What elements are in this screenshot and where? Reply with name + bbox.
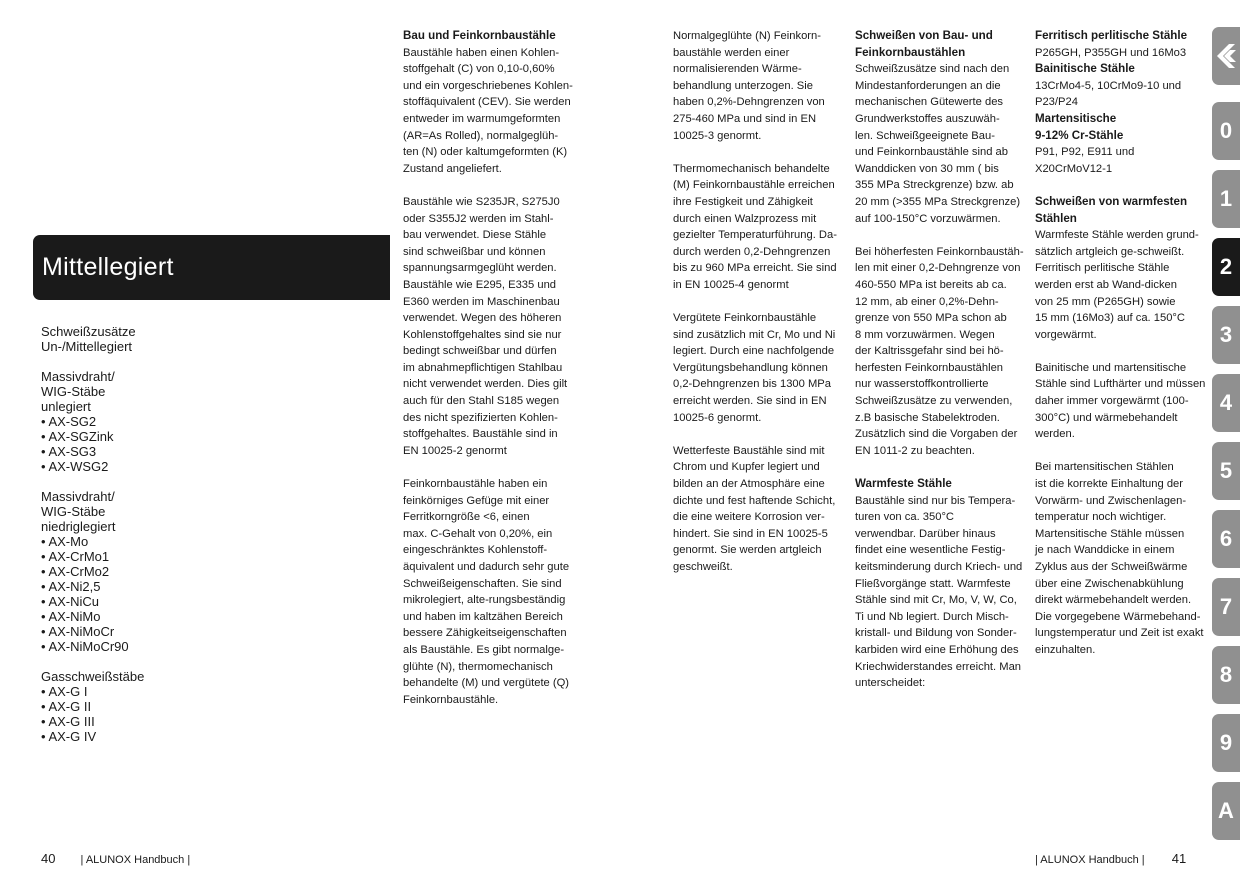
paragraph-line: P265GH, P355GH und 16Mo3 <box>1035 46 1187 59</box>
paragraph-line: nur wasserstoffkontrollierte <box>855 378 989 391</box>
chapter-tab-9[interactable]: 9 <box>1212 714 1240 772</box>
chapter-tab-8[interactable]: 8 <box>1212 646 1240 704</box>
text-column-4 <box>1035 28 1206 675</box>
paragraph-line: 0,2-Dehngrenzen bis 1300 MPa <box>673 378 831 391</box>
paragraph-line: und ein vorgeschriebenes Kohlen- <box>403 79 573 92</box>
product-group <box>41 489 241 654</box>
product-list-line: • AX-SG2 <box>41 414 97 429</box>
paragraph-line: über eine Zwischenabkühlung <box>1035 577 1184 590</box>
paragraph-line: mechanischen Gütewerte des <box>855 96 1004 109</box>
product-list-line: • AX-CrMo1 <box>41 549 110 564</box>
paragraph-line: Vergütete Feinkornbaustähle <box>673 312 817 325</box>
paragraph <box>403 476 574 708</box>
paragraph-line: geschweißt. <box>673 561 733 573</box>
paragraph-line: 10025-6 genormt. <box>673 411 762 424</box>
paragraph-line: Chrom und Kupfer legiert und <box>673 461 820 474</box>
paragraph <box>1035 459 1202 658</box>
paragraph-line: auch für den Stahl S185 wegen <box>403 395 560 408</box>
product-list-line: • AX-NiCu <box>41 594 100 609</box>
paragraph-line: turen von ca. 350°C <box>855 511 955 524</box>
product-list-line: Un-/Mittellegiert <box>41 339 133 354</box>
paragraph-line: Zyklus aus der Schweißwärme <box>1035 561 1188 573</box>
paragraph-line: lungstemperatur und Zeit ist exakt <box>1035 627 1204 640</box>
paragraph <box>855 28 1020 227</box>
paragraph-line: Fließvorgänge statt. Warmfeste <box>855 577 1011 590</box>
paragraph-line: Kriechwiderstandes erreicht. Man <box>855 660 1022 673</box>
paragraph-line: unterscheidet: <box>855 677 926 690</box>
paragraph-line: Kohlenstoffgehaltes sind sie nur <box>403 328 562 341</box>
paragraph-line: behandlung unterzogen. Sie <box>673 79 813 92</box>
product-list-line: unlegiert <box>41 399 91 414</box>
paragraph-line: Feinkornbaustähle. <box>403 693 499 706</box>
paragraph-heading: Feinkornbaustählen <box>855 45 966 59</box>
paragraph-line: im abnahmepflichtigen Stahlbau <box>403 361 563 374</box>
paragraph-line: Vorwärm- und Zwischenlagen- <box>1035 494 1187 507</box>
paragraph-line: in EN 10025-4 genormt <box>673 278 789 291</box>
paragraph-line: 300°C) und wärmebehandelt <box>1035 411 1178 424</box>
paragraph-line: ten (N) oder kaltumgeformten (K) <box>403 146 568 159</box>
paragraph-heading: Schweißen von warmfesten <box>1035 194 1188 208</box>
chapter-tab-logo[interactable] <box>1212 27 1240 85</box>
text-column-1 <box>403 28 574 725</box>
paragraph-line: glühte (N), thermomechanisch <box>403 660 553 673</box>
paragraph-line: Die vorgegebene Wärmebehand- <box>1035 610 1201 623</box>
paragraph-line: 355 MPa Streckgrenze) bzw. ab <box>855 179 1014 192</box>
paragraph-line: feinkörniges Gefüge mit einer <box>403 494 550 507</box>
chapter-tab-1[interactable]: 1 <box>1212 170 1240 228</box>
paragraph-heading: Martensitische <box>1035 111 1117 125</box>
page-number-left: 40 <box>41 851 56 866</box>
paragraph-line: Baustähle wie S235JR, S275J0 <box>403 195 560 208</box>
paragraph-line: Zusätzlich sind die Vorgaben der <box>855 428 1018 441</box>
paragraph-line: direkt wärmebehandelt werden. <box>1035 594 1192 607</box>
section-title: Mittellegiert <box>42 253 174 281</box>
paragraph-line: grenze von 550 MPa schon ab <box>855 312 1007 325</box>
paragraph-line: legiert. Durch eine nachfolgende <box>673 345 835 358</box>
paragraph-line: oder S355J2 werden im Stahl- <box>403 212 554 225</box>
product-list-column <box>41 324 241 759</box>
footer-label-right: | ALUNOX Handbuch | <box>1035 854 1145 866</box>
paragraph-line: bedingt schweißbar und dürfen <box>403 345 557 358</box>
paragraph-line: 10025-3 genormt. <box>673 129 762 142</box>
paragraph-line: 8 mm vorzuwärmen. Wegen <box>855 328 995 341</box>
paragraph-heading: Bainitische Stähle <box>1035 62 1135 76</box>
product-list-line: WIG-Stäbe <box>41 504 106 519</box>
paragraph <box>673 28 838 144</box>
paragraph-line: Schweißzusätze sind nach den <box>855 63 1010 76</box>
paragraph-line: 15 mm (16Mo3) auf ca. 150°C <box>1035 312 1185 325</box>
alunox-logo-icon <box>1215 41 1237 71</box>
paragraph-line: Normalgeglühte (N) Feinkorn- <box>673 30 821 42</box>
product-list-line: • AX-G III <box>41 714 95 729</box>
chapter-tab-3[interactable]: 3 <box>1212 306 1240 364</box>
paragraph <box>1035 360 1206 443</box>
paragraph-line: Schweißeigenschaften. Sie sind <box>403 577 562 590</box>
product-list-line: • AX-G IV <box>41 729 97 744</box>
paragraph-line: stoffgehalt (C) von 0,10-0,60% <box>403 63 555 76</box>
paragraph-line: Baustähle wie E295, E335 und <box>403 278 557 291</box>
product-list-line: • AX-SGZink <box>41 429 114 444</box>
paragraph-heading: Stählen <box>1035 211 1077 225</box>
paragraph-line: X20CrMoV12-1 <box>1035 162 1113 175</box>
paragraph-line: je nach Wanddicke in einem <box>1035 544 1175 557</box>
chapter-tab-5[interactable]: 5 <box>1212 442 1240 500</box>
product-list-line: • AX-Mo <box>41 534 89 549</box>
paragraph-line: baustähle werden einer <box>673 46 790 59</box>
paragraph-line: verwendbar. Darüber hinaus <box>855 527 996 540</box>
paragraph-line: karbiden wird eine Erhöhung des <box>855 643 1019 656</box>
paragraph-line: EN 1011-2 zu beachten. <box>855 444 975 457</box>
paragraph-line: Vergütungsbehandlung können <box>673 361 828 374</box>
paragraph-line: normalisierenden Wärme- <box>673 63 802 76</box>
paragraph-line: Bainitische und martensitische <box>1035 361 1187 374</box>
paragraph-line: findet eine wesentliche Festig- <box>855 544 1006 557</box>
paragraph-line: stoffgehaltes. Baustähle sind in <box>403 428 558 441</box>
paragraph-line: äquivalent und dadurch sehr gute <box>403 561 570 573</box>
product-list-line: niedriglegiert <box>41 519 116 534</box>
paragraph-heading: Warmfeste Stähle <box>855 477 952 491</box>
paragraph-line: Zustand angeliefert. <box>403 162 502 175</box>
paragraph-line: z.B basische Stabelektroden. <box>855 411 1000 424</box>
paragraph-line: auf 100-150°C vorzuwärmen. <box>855 212 1001 225</box>
product-list-line: • AX-G II <box>41 699 92 714</box>
paragraph-line: sätzlich artgleich ge-schweißt. <box>1035 245 1185 258</box>
paragraph-line: nicht verwendet werden. Dies gilt <box>403 378 568 391</box>
paragraph-line: P23/P24 <box>1035 96 1078 109</box>
paragraph-line: len. Schweißgeeignete Bau- <box>855 129 995 142</box>
paragraph <box>1035 61 1202 111</box>
paragraph-line: durch einen Walzprozess mit <box>673 212 817 225</box>
paragraph-line: gezielter Temperaturführung. Da- <box>673 229 837 242</box>
paragraph-heading: 9-12% Cr-Stähle <box>1035 128 1124 142</box>
paragraph-line: Martensitische Stähle müssen <box>1035 527 1185 540</box>
paragraph-line: verwendet. Wegen des höheren <box>403 312 562 325</box>
paragraph-line: 275-460 MPa und sind in EN <box>673 112 817 125</box>
paragraph-line: herfesten Feinkornbaustählen <box>855 361 1004 374</box>
paragraph-line: Ferritisch perlitische Stähle <box>1035 262 1170 275</box>
paragraph <box>855 476 1023 692</box>
paragraph-line: haben 0,2%-Dehngrenzen von <box>673 96 825 109</box>
paragraph-line: von 25 mm (P265GH) sowie <box>1035 295 1176 308</box>
paragraph-line: 460-550 MPa ist bereits ab ca. <box>855 278 1007 291</box>
text-column-3 <box>855 28 1024 708</box>
product-list-line: • AX-SG3 <box>41 444 97 459</box>
paragraph-heading: Bau und Feinkornbaustähle <box>403 29 556 42</box>
footer-label-left: | ALUNOX Handbuch | <box>80 854 191 866</box>
footer-left <box>41 851 190 866</box>
paragraph <box>403 194 574 460</box>
paragraph-line: ihre Festigkeit und Zähigkeit <box>673 195 813 208</box>
paragraph-line: einzuhalten. <box>1035 643 1096 656</box>
paragraph-line: Stähle sind Lufthärter und müssen <box>1035 378 1206 391</box>
paragraph-line: temperatur noch wichtiger. <box>1035 511 1167 524</box>
paragraph-line: Bei martensitischen Stählen <box>1035 461 1174 474</box>
chapter-tabs <box>1212 0 1240 876</box>
product-list-line: • AX-NiMoCr90 <box>41 639 129 654</box>
product-list-line: • AX-WSG2 <box>41 459 109 474</box>
paragraph-line: sind schweißbar und können <box>403 245 546 258</box>
paragraph-line: Grundwerkstoffes auszuwäh- <box>855 112 1000 125</box>
paragraph-line: bilden an der Atmosphäre eine <box>673 478 825 491</box>
product-list-line: Massivdraht/ <box>41 489 115 504</box>
paragraph-line: spannungsarmgeglüht werden. <box>403 262 557 275</box>
product-group <box>41 324 241 354</box>
section-banner <box>33 235 390 300</box>
paragraph-line: keitsminderung durch Kriech- und <box>855 561 1023 573</box>
paragraph-line: 20 mm (>355 MPa Streckgrenze) <box>855 195 1021 208</box>
paragraph-line: behandelte (M) und vergütete (Q) <box>403 677 570 690</box>
paragraph-line: eingeschränktes Kohlenstoff- <box>403 544 548 557</box>
footer-right <box>1035 851 1186 866</box>
paragraph <box>1035 194 1202 343</box>
paragraph-line: bis zu 960 MPa erreicht. Sie sind <box>673 262 837 275</box>
chapter-tab-0[interactable]: 0 <box>1212 102 1240 160</box>
paragraph-line: werden. <box>1035 428 1075 441</box>
paragraph-line: (M) Feinkornbaustähle erreichen <box>673 179 835 192</box>
product-list-line: WIG-Stäbe <box>41 384 106 399</box>
paragraph-line: vorgewärmt. <box>1035 328 1097 341</box>
paragraph-line: mikrolegiert, alte-rungsbeständig <box>403 594 566 607</box>
text-column-2 <box>673 28 838 592</box>
paragraph-line: werden erst ab Wand-dicken <box>1035 278 1177 291</box>
paragraph-line: stoffäquivalent (CEV). Sie werden <box>403 96 571 109</box>
paragraph <box>855 244 1024 460</box>
chapter-tab-2[interactable]: 2 <box>1212 238 1240 296</box>
paragraph-line: E360 werden im Maschinenbau <box>403 295 560 308</box>
paragraph-line: Schweißzusätze zu verwenden, <box>855 395 1013 408</box>
product-list-line: • AX-CrMo2 <box>41 564 110 579</box>
chapter-tab-6[interactable]: 6 <box>1212 510 1240 568</box>
paragraph-line: Stähle sind mit Cr, Mo, V, W, Co, <box>855 594 1017 607</box>
paragraph-line: entweder im warmumgeformten <box>403 112 561 125</box>
paragraph-heading: Schweißen von Bau- und <box>855 29 993 42</box>
paragraph-heading: Ferritisch perlitische Stähle <box>1035 29 1188 42</box>
paragraph-line: dichte und fest haftende Schicht, <box>673 494 836 507</box>
paragraph-line: durch werden 0,2-Dehngrenzen <box>673 245 831 258</box>
paragraph-line: sind zusätzlich mit Cr, Mo und Ni <box>673 328 836 341</box>
paragraph-line: Thermomechanisch behandelte <box>673 162 830 175</box>
paragraph-line: der Kaltrissgefahr sind bei hö- <box>855 345 1004 358</box>
paragraph-line: ist die korrekte Einhaltung der <box>1035 478 1184 491</box>
chapter-tab-7[interactable]: 7 <box>1212 578 1240 636</box>
paragraph-line: Feinkornbaustähle haben ein <box>403 478 548 491</box>
product-list-line: • AX-NiMo <box>41 609 101 624</box>
paragraph-line: len mit einer 0,2-Dehngrenze von <box>855 262 1021 275</box>
paragraph <box>1035 28 1202 61</box>
paragraph-line: max. C-Gehalt von 0,20%, ein <box>403 527 553 540</box>
paragraph-line: bau verwendet. Diese Stähle <box>403 229 547 242</box>
paragraph-line: Bei höherfesten Feinkornbaustäh- <box>855 245 1024 258</box>
paragraph-line: als Baustähle. Es gibt normalge- <box>403 643 565 656</box>
product-group <box>41 669 241 744</box>
paragraph <box>673 310 838 426</box>
product-list-line: • AX-G I <box>41 684 88 699</box>
product-list-line: • AX-Ni2,5 <box>41 579 101 594</box>
paragraph <box>673 443 838 576</box>
paragraph-line: erreicht werden. Sie sind in EN <box>673 395 827 408</box>
chapter-tab-4[interactable]: 4 <box>1212 374 1240 432</box>
paragraph-line: Ti und Nb legiert. Durch Misch- <box>855 610 1009 623</box>
paragraph-line: (AR=As Rolled), normalgeglüh- <box>403 129 559 142</box>
paragraph-line: kristall- und Bildung von Sonder- <box>855 627 1017 640</box>
paragraph-line: hindert. Sie sind in EN 10025-5 <box>673 527 828 540</box>
paragraph-line: des nicht spezifizierten Kohlen- <box>403 411 558 424</box>
product-list-line: Schweißzusätze <box>41 324 136 339</box>
product-list-line: Massivdraht/ <box>41 369 115 384</box>
paragraph-line: die eine weitere Korrosion ver- <box>673 511 825 524</box>
paragraph-line: P91, P92, E911 und <box>1035 146 1135 159</box>
product-list-line: Gasschweißstäbe <box>41 669 145 684</box>
page-number-right: 41 <box>1171 851 1187 866</box>
paragraph-line: Baustähle haben einen Kohlen- <box>403 46 560 59</box>
paragraph-line: und haben im kaltzähen Bereich <box>403 610 563 623</box>
paragraph-line: 13CrMo4-5, 10CrMo9-10 und <box>1035 79 1182 92</box>
paragraph-line: und Feinkornbaustähle sind ab <box>855 146 1009 159</box>
paragraph-line: Mindestanforderungen an die <box>855 79 1001 92</box>
paragraph <box>403 28 574 177</box>
paragraph-line: Warmfeste Stähle werden grund- <box>1035 229 1199 242</box>
paragraph-line: 12 mm, ab einer 0,2%-Dehn- <box>855 295 999 308</box>
paragraph-line: Wanddicken von 30 mm ( bis <box>855 162 999 175</box>
paragraph <box>673 161 838 294</box>
paragraph <box>1035 111 1202 177</box>
paragraph-line: EN 10025-2 genormt <box>403 444 507 457</box>
paragraph-line: daher immer vorgewärmt (100- <box>1035 395 1189 408</box>
paragraph-line: Baustähle sind nur bis Tempera- <box>855 494 1016 507</box>
chapter-tab-a[interactable]: A <box>1212 782 1240 840</box>
product-list-line: • AX-NiMoCr <box>41 624 115 639</box>
paragraph-line: bessere Zähigkeitseigenschaften <box>403 627 567 640</box>
paragraph-line: Wetterfeste Baustähle sind mit <box>673 444 825 457</box>
product-group <box>41 369 241 474</box>
paragraph-line: genormt. Sie werden artgleich <box>673 544 822 557</box>
paragraph-line: Ferritkorngröße <6, einen <box>403 511 530 524</box>
